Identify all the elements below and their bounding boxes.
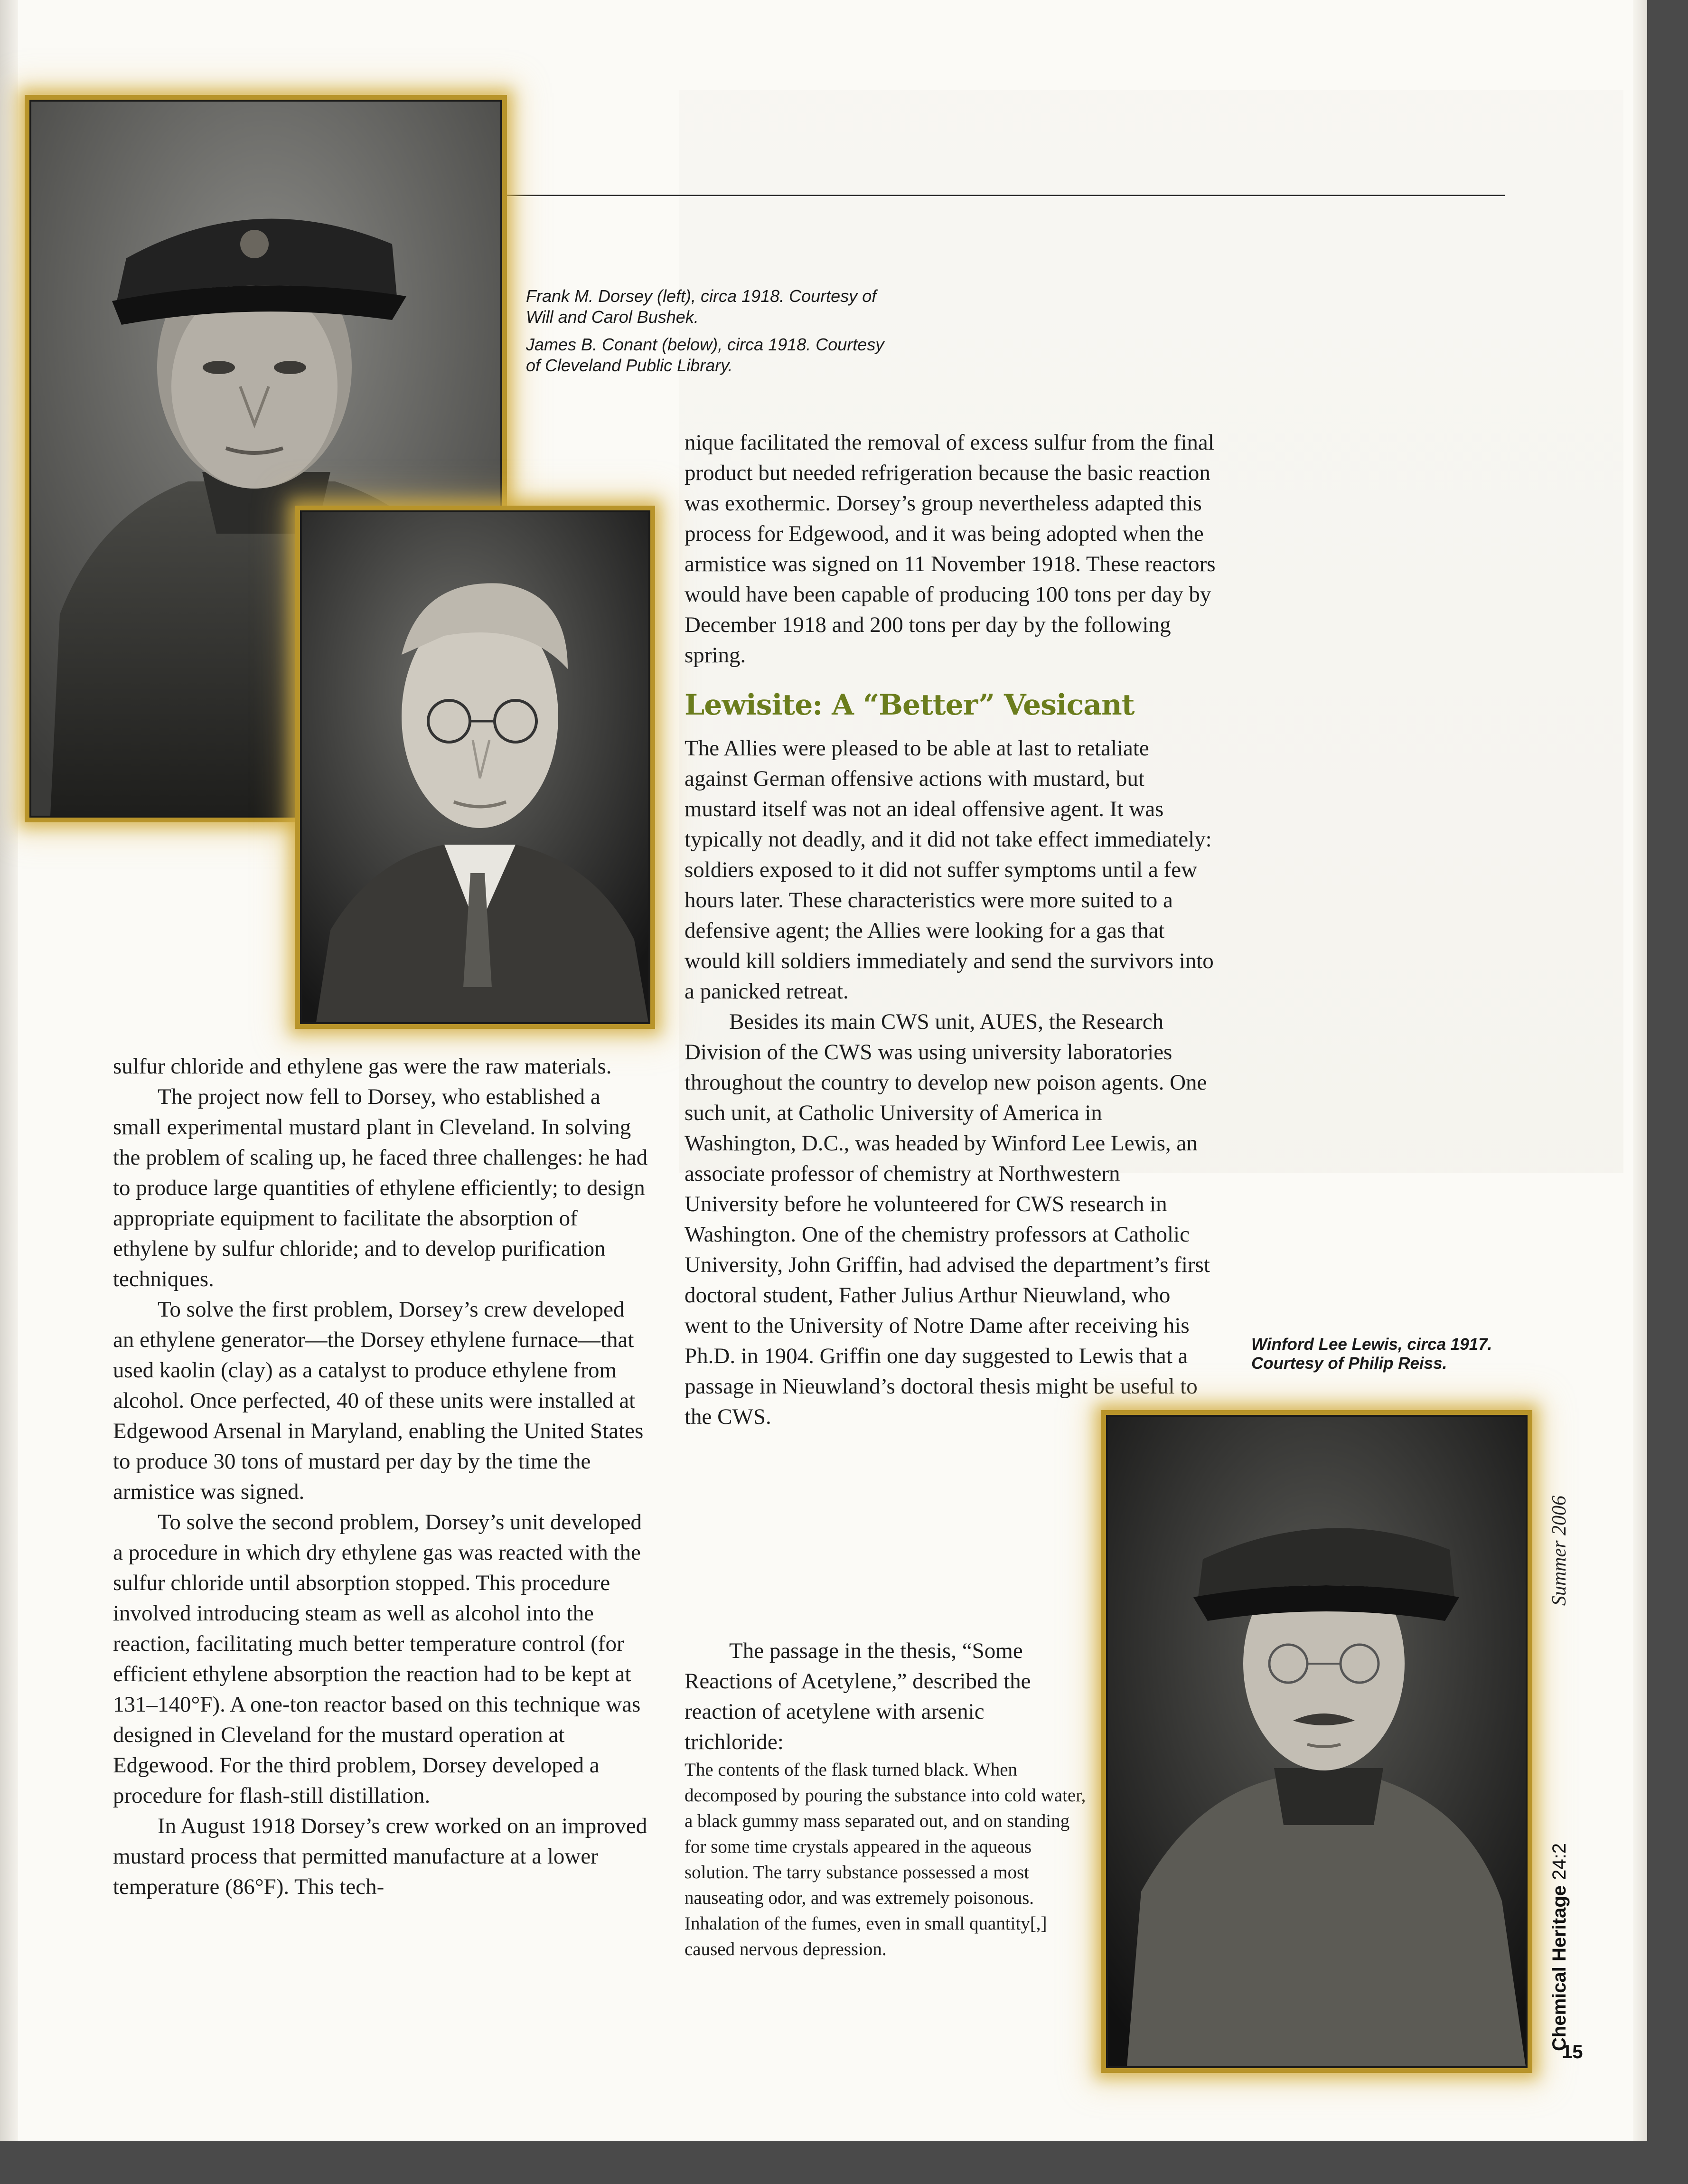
right-p4: The passage in the thesis, “Some Reactions of Acetylene,” described the reaction of acetylene with arsenic trichloride: — [685, 1638, 1031, 1754]
right-p2: The Allies were pleased to be able at last to retaliate against German offensive actions with mustard, but mustard itself was not an ideal offensive agent. It was typically not deadly, and it did not take effect immediately: soldiers exposed to it did not suffer symptoms until a few hours later. These characteristics were more suited to a defensive agent; the Allies were looking for a gas that would kill soldiers immediately and send the survivors into a panicked retreat. — [685, 736, 1214, 1004]
left-p5: In August 1918 Dorsey’s crew worked on an improved mustard process that permitted manufacture at a lower temperature (86°F). This tech- — [113, 1814, 647, 1899]
left-p4: To solve the second problem, Dorsey’s unit developed a procedure in which dry ethylene gas was reacted with the sulfur chloride until absorption stopped. This procedure involved introducing steam as well as alcohol into the reaction, facilitating much better temperature control (for efficient ethylene absorption the reaction had to be kept at 131–140°F). A one-ton reactor based on this technique was designed in Cleveland for the mustard operation at Edgewood. For the third problem, Dorsey developed a procedure for flash-still distillation. — [113, 1510, 642, 1808]
publication-title: Chemical Heritage — [1548, 1880, 1570, 2051]
conant-caption: James B. Conant (below), circa 1918. Courtesy of Cleveland Public Library. — [526, 335, 884, 375]
left-p2: The project now fell to Dorsey, who established a small experimental mustard plant in Cleveland. In solving the problem of scaling up, he faced three challenges: he had to produce large quantities of ethylene efficiently; to design appropriate equipment to facilitate the absorption of ethylene by sulfur chloride; and to develop purification techniques. — [113, 1084, 648, 1291]
right-column-lower — [685, 1636, 1088, 1962]
page-number: 15 — [1562, 2042, 1583, 2062]
left-column — [113, 1051, 648, 1902]
binding-spine — [0, 0, 18, 2141]
issue-number: 24:2 — [1548, 1843, 1570, 1880]
block-quote: The contents of the flask turned black. When decomposed by pouring the substance into cold water, a black gummy mass separated out, and on standing for some time crystals appeared in the aqueous solution. The tarry substance possessed a most nauseating odor, and was extremely poisonous. Inhalation of the fumes, even in small quantity[,] caused nervous depression. — [685, 1760, 1086, 1959]
right-p1: nique facilitated the removal of excess sulfur from the final product but needed refrigeration because the basic reaction was exothermic. Dorsey’s group nevertheless adapted this process for Edgewood, and it was being adopted when the armistice was signed on 11 November 1918. These reactors would have been capable of producing 100 tons per day by December 1918 and 200 tons per day by the following spring. — [685, 430, 1216, 668]
conant-photo — [300, 510, 650, 1024]
lewis-photo — [1106, 1415, 1528, 2068]
vertical-footer — [1531, 1496, 1588, 2051]
lewis-caption: Winford Lee Lewis, circa 1917. Courtesy of Philip Reiss. — [1251, 1335, 1492, 1373]
dorsey-caption: Frank M. Dorsey (left), circa 1918. Courtesy of Will and Carol Bushek. — [526, 286, 877, 327]
dorsey-conant-caption — [526, 286, 887, 383]
page-edge — [1633, 0, 1647, 2141]
publication-line — [1549, 1843, 1570, 2051]
left-p1: sulfur chloride and ethylene gas were the raw materials. — [113, 1054, 612, 1079]
left-p3: To solve the first problem, Dorsey’s crew developed an ethylene generator—the Dorsey ethylene furnace—that used kaolin (clay) as a catalyst to produce ethylene from alcohol. Once perfected, 40 of these units were installed at Edgewood Arsenal in Maryland, enabling the United States to produce 30 tons of mustard per day by the time the armistice was signed. — [113, 1297, 644, 1504]
issue-season: Summer 2006 — [1548, 1496, 1570, 1606]
header-rule — [503, 195, 1505, 196]
right-p3: Besides its main CWS unit, AUES, the Research Division of the CWS was using university laboratories throughout the country to develop new poison agents. One such unit, at Catholic University of America in Washington, D.C., was headed by Winford Lee Lewis, an associate professor of chemistry at Northwestern University before he volunteered for CWS research in Washington. One of the chemistry professors at Catholic University, John Griffin, had advised the department’s first doctoral student, Father Julius Arthur Nieuwland, who went to the University of Notre Dame after receiving his Ph.D. in 1904. Griffin one day suggested to Lewis that a passage in Nieuwland’s doctoral thesis might be useful to the CWS. — [685, 1009, 1210, 1429]
section-heading: Lewisite: A “Better” Vesicant — [685, 688, 1135, 722]
right-column — [685, 427, 1216, 1432]
